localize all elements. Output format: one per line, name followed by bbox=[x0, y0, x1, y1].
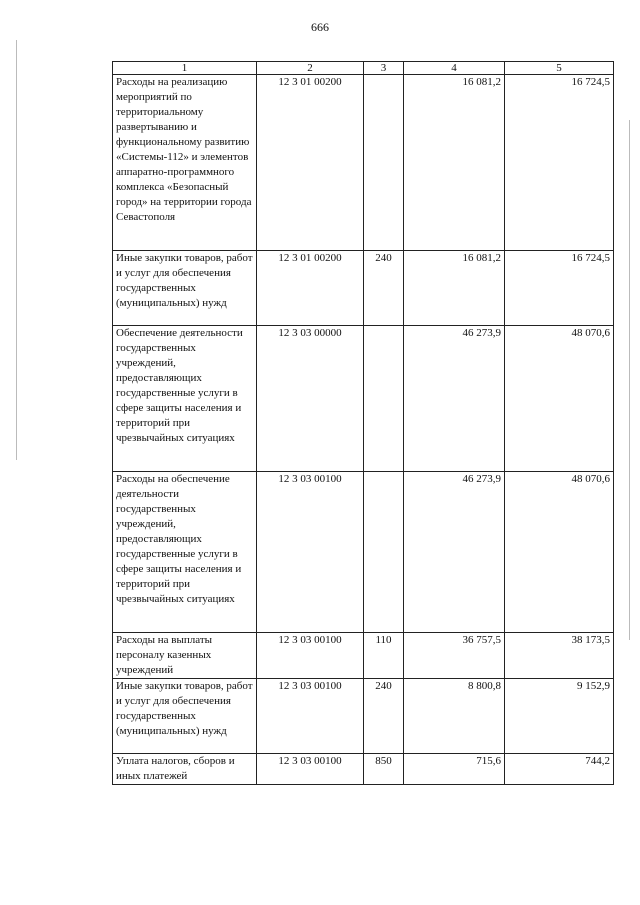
row-expense-type bbox=[364, 75, 404, 251]
row-code: 12 3 01 00200 bbox=[257, 75, 364, 251]
table-row bbox=[113, 754, 614, 785]
row-name: Расходы на обеспечение деятельности государственных учреждений, предоставляющих государственные услуги в сфере защиты населения и территорий при чрезвычайных ситуациях bbox=[113, 472, 257, 633]
page-number: 666 bbox=[311, 20, 329, 34]
column-header-4: 4 bbox=[404, 62, 505, 75]
row-sum-year-1: 46 273,9 bbox=[404, 472, 505, 633]
column-header-2: 2 bbox=[257, 62, 364, 75]
row-expense-type: 240 bbox=[364, 679, 404, 754]
row-name: Уплата налогов, сборов и иных платежей bbox=[113, 754, 257, 785]
row-name: Иные закупки товаров, работ и услуг для обеспечения государственных (муниципальных) нужд bbox=[113, 679, 257, 754]
table-row bbox=[113, 472, 614, 633]
row-sum-year-2: 48 070,6 bbox=[505, 472, 614, 633]
row-sum-year-1: 36 757,5 bbox=[404, 633, 505, 679]
row-sum-year-1: 715,6 bbox=[404, 754, 505, 785]
row-sum-year-1: 46 273,9 bbox=[404, 326, 505, 472]
row-sum-year-2: 744,2 bbox=[505, 754, 614, 785]
row-expense-type: 110 bbox=[364, 633, 404, 679]
table-row bbox=[113, 326, 614, 472]
row-sum-year-2: 16 724,5 bbox=[505, 251, 614, 326]
table-row bbox=[113, 75, 614, 251]
row-code: 12 3 01 00200 bbox=[257, 251, 364, 326]
row-expense-type: 850 bbox=[364, 754, 404, 785]
row-code: 12 3 03 00100 bbox=[257, 679, 364, 754]
row-code: 12 3 03 00100 bbox=[257, 633, 364, 679]
row-expense-type bbox=[364, 326, 404, 472]
row-name: Расходы на выплаты персоналу казенных учреждений bbox=[113, 633, 257, 679]
column-header-3: 3 bbox=[364, 62, 404, 75]
row-sum-year-2: 16 724,5 bbox=[505, 75, 614, 251]
row-sum-year-1: 16 081,2 bbox=[404, 251, 505, 326]
table-row bbox=[113, 251, 614, 326]
column-header-1: 1 bbox=[113, 62, 257, 75]
row-name: Обеспечение деятельности государственных учреждений, предоставляющих государственные услуги в сфере защиты населения и территорий при чрезвычайных ситуациях bbox=[113, 326, 257, 472]
row-name: Расходы на реализацию мероприятий по территориальному развертыванию и функциональному развитию «Системы-112» и элементов аппаратно-программного комплекса «Безопасный город» на территории города Севастополя bbox=[113, 75, 257, 251]
scan-edge-line-right bbox=[629, 120, 630, 640]
row-sum-year-1: 8 800,8 bbox=[404, 679, 505, 754]
row-expense-type: 240 bbox=[364, 251, 404, 326]
row-sum-year-1: 16 081,2 bbox=[404, 75, 505, 251]
row-code: 12 3 03 00100 bbox=[257, 754, 364, 785]
scan-edge-line bbox=[16, 40, 17, 460]
table-header-row bbox=[113, 62, 614, 75]
row-sum-year-2: 9 152,9 bbox=[505, 679, 614, 754]
column-header-5: 5 bbox=[505, 62, 614, 75]
table-row bbox=[113, 679, 614, 754]
table-row bbox=[113, 633, 614, 679]
row-name: Иные закупки товаров, работ и услуг для обеспечения государственных (муниципальных) нужд bbox=[113, 251, 257, 326]
row-code: 12 3 03 00100 bbox=[257, 472, 364, 633]
budget-table bbox=[112, 61, 614, 785]
row-code: 12 3 03 00000 bbox=[257, 326, 364, 472]
row-sum-year-2: 38 173,5 bbox=[505, 633, 614, 679]
row-expense-type bbox=[364, 472, 404, 633]
row-sum-year-2: 48 070,6 bbox=[505, 326, 614, 472]
